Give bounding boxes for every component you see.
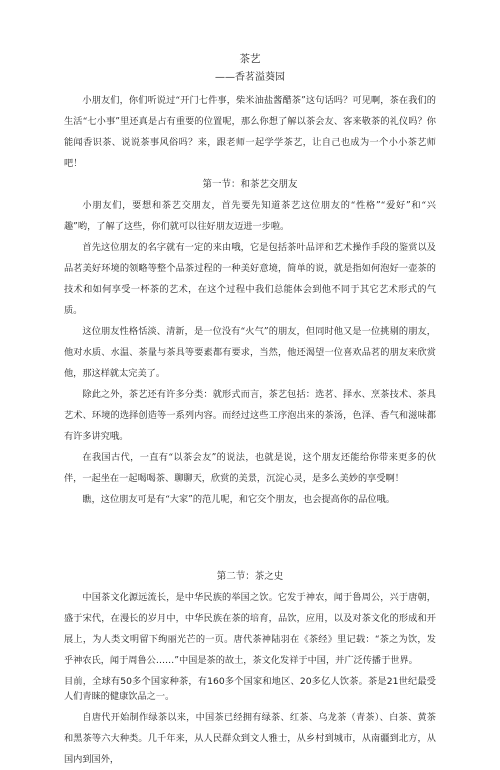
section-1-heading: 第一节：和茶艺交朋友 [202,179,298,190]
document-title: 茶艺 [239,53,261,65]
section-gap [64,510,436,566]
section-1-paragraph-2: 首先这位朋友的名字就有一定的来由哦，它是包括茶叶品评和艺术操作手段的鉴赏以及品茗美好环境的领略等整个品茶过程的一种美好意境，简单的说，就是指如何泡好一壶茶的技术和如何享受一杯茶的艺术，在这个过程中我们总能体会到他不同于其它艺术形式的气质。 [64,242,436,316]
section-1-paragraph-6: 瞧，这位朋友可是有“大家”的范儿呢，和它交个朋友，也会提高你的品位哦。 [82,494,395,505]
section-1-paragraph-4: 除此之外，茶艺还有许多分类：就形式而言，茶艺包括：选茗、择水、烹茶技术、茶具艺术、环境的选择创造等一系列内容。而经过这些工序泡出来的茶汤，色泽、香气和滋味都有许多讲究哦。 [64,389,436,442]
section-1-paragraph-1: 小朋友们，要想和茶艺交朋友，首先要先知道茶艺这位朋友的“性格”“爱好”和“兴趣”哟，了解了这些，你们就可以往好朋友迈进一步啦。 [64,200,436,232]
section-2-paragraph-3: 自唐代开始制作绿茶以来，中国茶已经拥有绿茶、红茶、乌龙茶（青茶）、白茶、黄茶和黑茶等六大种类。几千年来，从人民群众到文人雅士，从乡村到城市，从南疆到北方，从国内到国外， [64,712,436,765]
section-2-heading: 第二节：茶之史 [216,571,284,582]
document-body [64,90,436,770]
section-2-paragraph-1: 中国茶文化源远流长，是中华民族的举国之饮。它发于神农，闻于鲁周公，兴于唐朝，盛于宋代，在漫长的岁月中，中华民族在茶的培育，品饮，应用，以及对茶文化的形成和开展上，为人类文明留下绚丽光芒的一页。唐代茶神陆羽在《茶经》里记载：“茶之为饮，发乎神农氏，闻于周鲁公……”中国是茶的故土，茶文化发祥于中国，并广泛传播于世界。 [64,592,436,666]
section-1-paragraph-5: 在我国古代，一直有“以茶会友”的说法，也就是说，这个朋友还能给你带来更多的伙伴，一起坐在一起喝喝茶、聊聊天，欣赏的美景，沉淀心灵，是多么美妙的享受啊！ [64,452,436,484]
section-1-paragraph-3: 这位朋友性格恬淡、清新，是一位没有“火气”的朋友，但同时他又是一位挑剔的朋友，他对水质、水温、茶量与茶具等要素都有要求，当然，他还渴望一位喜欢品茗的朋友来欣赏他，那这样就太完美了。 [64,326,436,379]
section-2-paragraph-2: 目前，全球有50多个国家种茶，有160多个国家和地区、20多亿人饮茶。茶是21世纪最受人们青睐的健康饮品之一。 [64,676,436,702]
document-subtitle: ——香茗溢葵园 [215,72,285,83]
intro-paragraph: 小朋友们，你们听说过“开门七件事，柴米油盐酱醋茶”这句话吗？可见啊，茶在我们的生活“七小事”里还真是占有重要的位置呢，那么你想了解以茶会友、客来敬茶的礼仪吗？你能闻香识茶、说说茶事风俗吗？来，跟老师一起学学茶艺，让自己也成为一个小小茶艺师吧！ [64,95,436,169]
